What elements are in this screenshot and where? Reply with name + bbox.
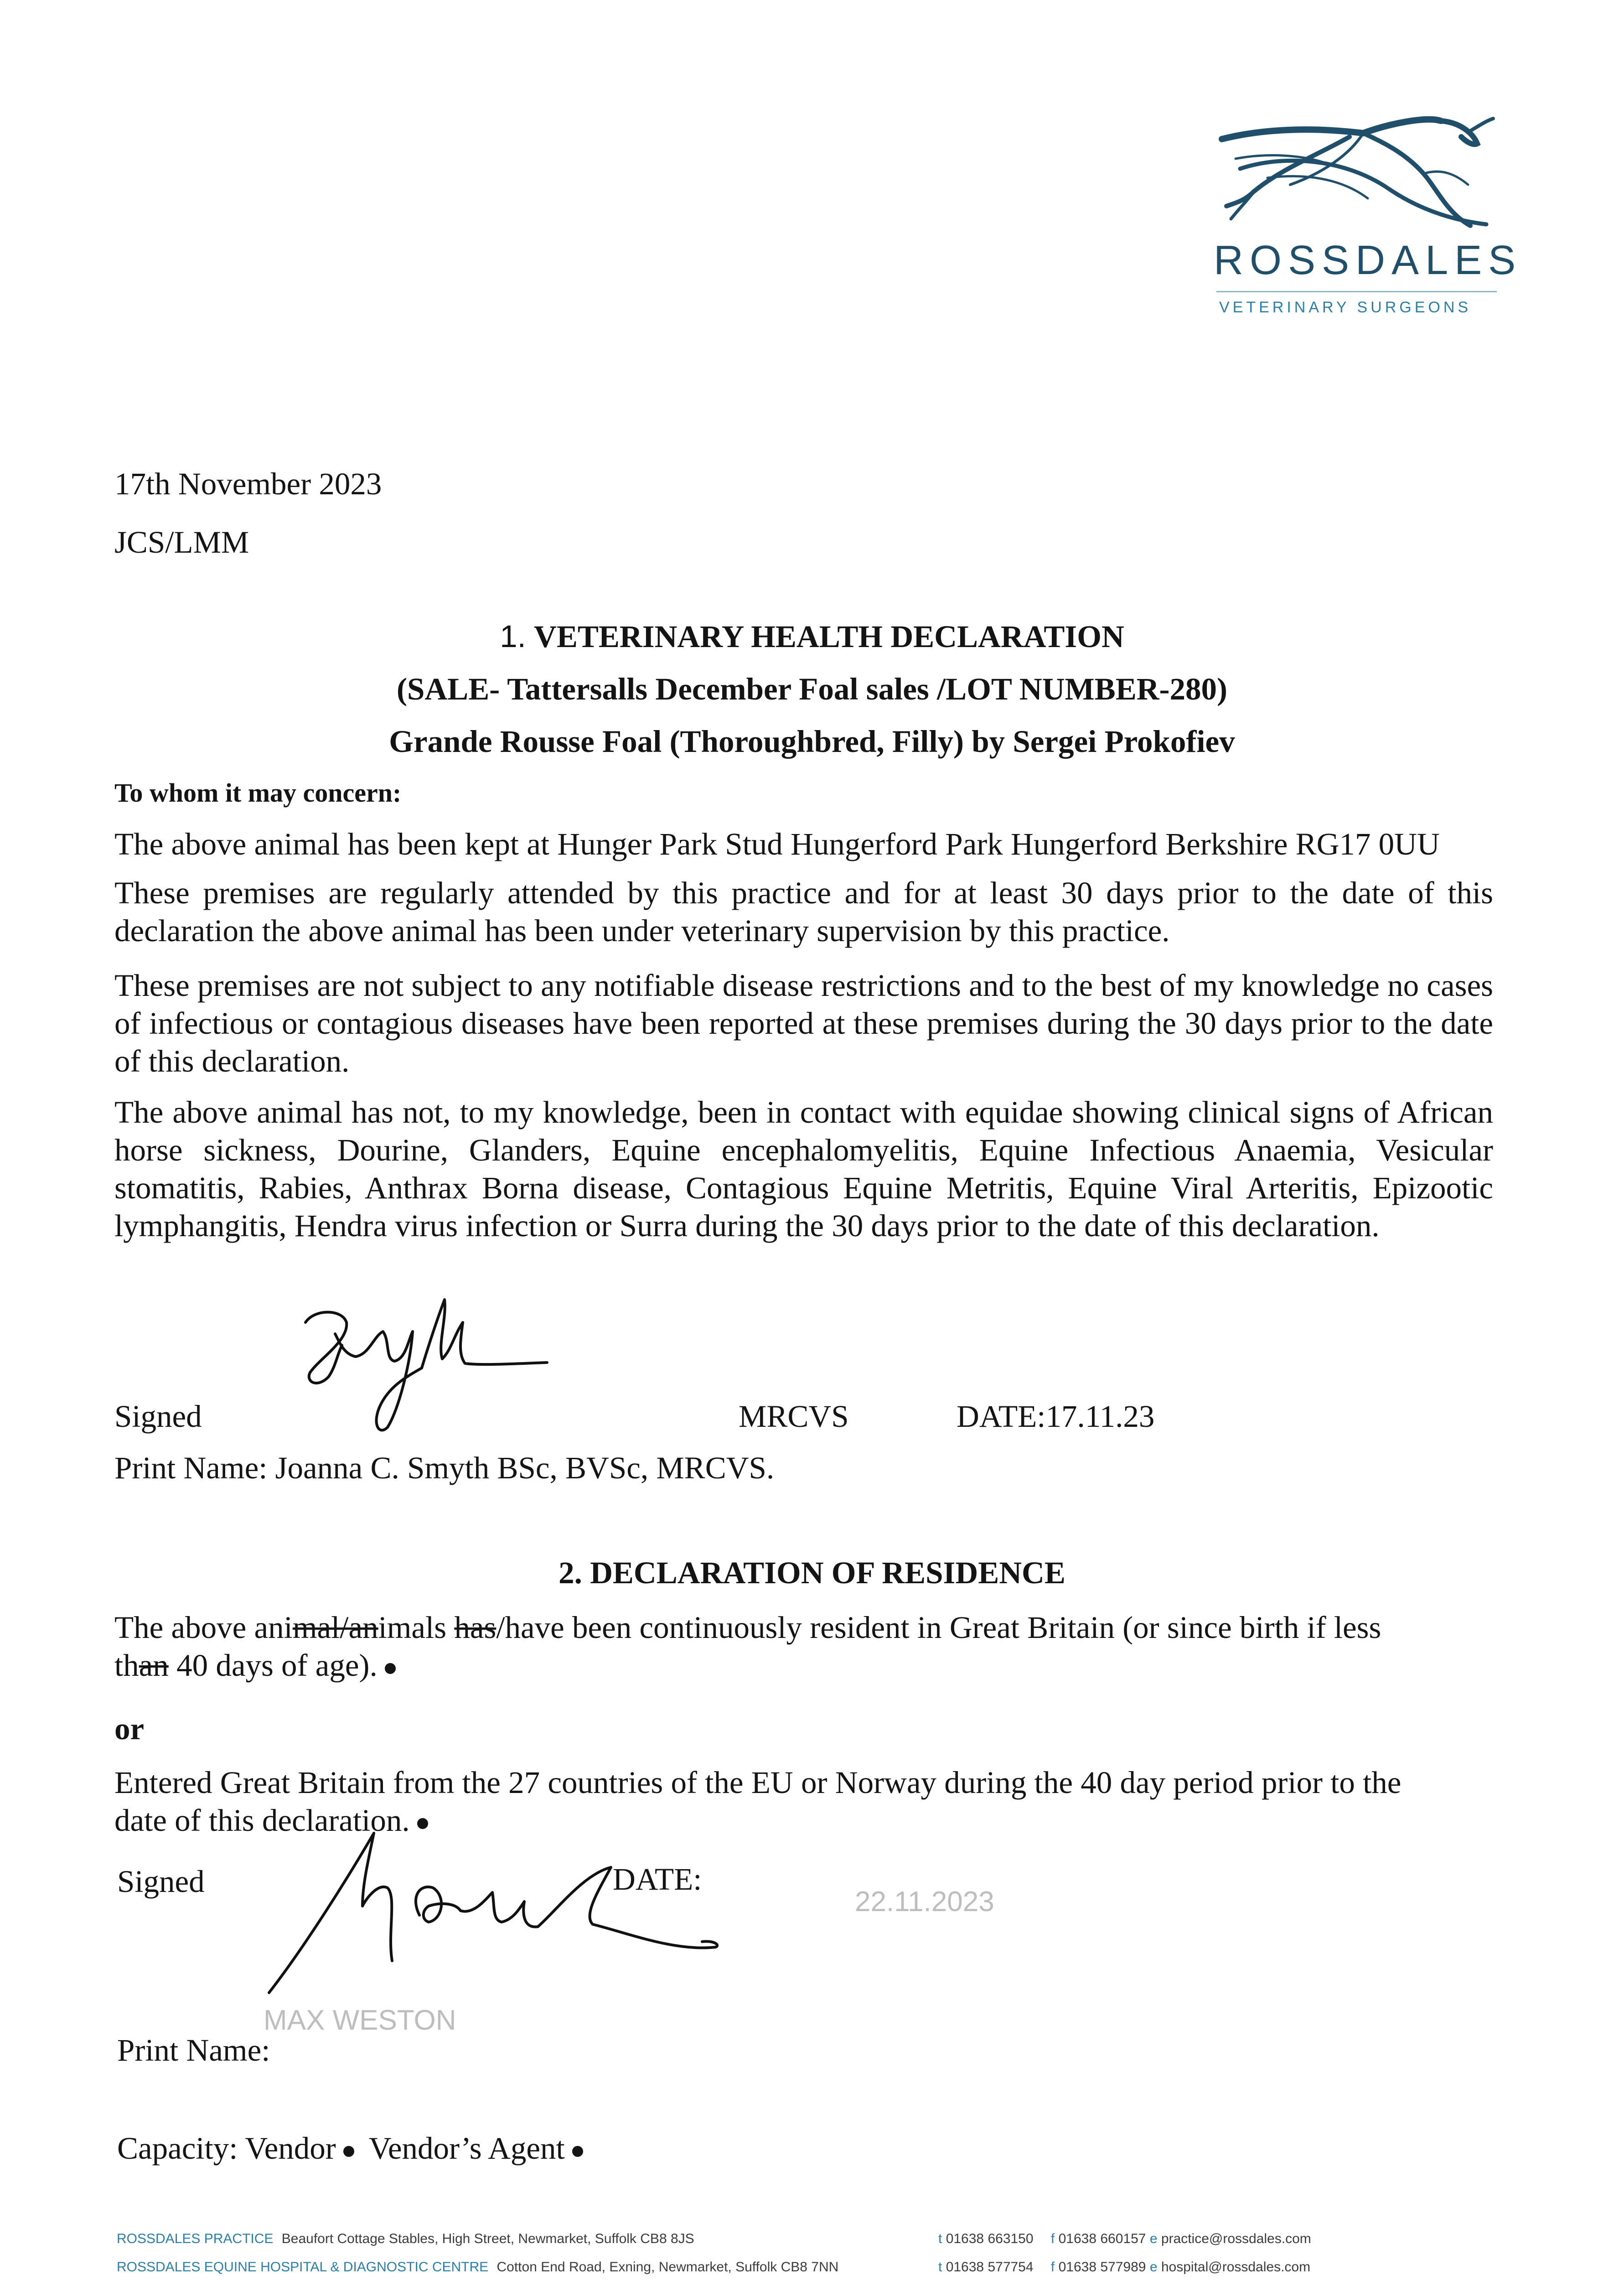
- section1-mrcvs-label: MRCVS: [739, 1399, 849, 1434]
- bullet-icon: [385, 1663, 396, 1674]
- footer-fax-prefix: f: [1050, 2259, 1055, 2275]
- section2-signed-label: Signed: [117, 1864, 205, 1899]
- paragraph-supervision: These premises are regularly attended by this practice and for at least 30 days prior to the date of this declaration the above animal has been under veterinary supervision by this practice.: [114, 876, 1493, 948]
- footer-tel: 01638 663150: [946, 2231, 1034, 2246]
- footer-address: Cotton End Road, Exning, Newmarket, Suffolk CB8 7NN: [497, 2259, 839, 2275]
- section2-date-value: 22.11.2023: [855, 1886, 994, 1917]
- section1-animal: Grande Rousse Foal (Thoroughbred, Filly) by Sergei Prokofiev: [389, 724, 1235, 759]
- section1-title: [0, 618, 1624, 656]
- section1-signed-label: Signed: [114, 1399, 202, 1434]
- salutation: To whom it may concern:: [114, 778, 402, 808]
- footer-fax: 01638 660157: [1058, 2231, 1146, 2246]
- section2-print-name-label: Print Name:: [117, 2033, 270, 2068]
- footer-email-prefix: e: [1149, 2231, 1158, 2246]
- footer-fax: 01638 577989: [1058, 2259, 1146, 2275]
- residence-struck-1: mal/an: [292, 1610, 378, 1645]
- capacity-line: [117, 2130, 590, 2167]
- footer-org: ROSSDALES PRACTICE: [117, 2231, 274, 2246]
- footer-email[interactable]: practice@rossdales.com: [1161, 2231, 1311, 2246]
- capacity-agent-label: Vendor’s Agent: [368, 2131, 565, 2166]
- letter-reference: JCS/LMM: [114, 525, 249, 560]
- eu-entry-text: Entered Great Britain from the 27 countries of the EU or Norway during the 40 day period prior to the date of this declaration.: [114, 1765, 1402, 1838]
- section2-date-label: DATE:: [613, 1862, 702, 1897]
- logo-divider: [1216, 291, 1497, 292]
- galloping-horse-logo-icon: [1213, 105, 1509, 246]
- footer-email-prefix: e: [1149, 2259, 1158, 2275]
- footer-contacts-practice: [938, 2231, 1311, 2247]
- bullet-icon: [572, 2146, 583, 2157]
- paragraph-premises: The above animal has been kept at Hunger Park Stud Hungerford Park Hungerford Berkshire RG17 0UU: [114, 827, 1440, 861]
- signature-vendor: [264, 1824, 734, 2006]
- logo-tagline: VETERINARY SURGEONS: [1219, 299, 1472, 316]
- section2-title: 2. DECLARATION OF RESIDENCE: [559, 1555, 1065, 1590]
- bullet-icon: [343, 2146, 354, 2157]
- residence-struck-3: an: [139, 1648, 169, 1683]
- section1-number: 1.: [500, 619, 526, 654]
- vendor-printed-name: MAX WESTON: [264, 2005, 456, 2036]
- residence-text-a: The above ani: [114, 1610, 293, 1645]
- footer-contacts-hospital: [938, 2259, 1310, 2275]
- signature-vet: [292, 1290, 556, 1436]
- residence-text-b: imals: [378, 1610, 455, 1645]
- footer-tel-prefix: t: [938, 2231, 942, 2246]
- footer-fax-prefix: f: [1050, 2231, 1055, 2246]
- paragraph-restrictions: These premises are not subject to any notifiable disease restrictions and to the best of my knowledge no cases of infectious or contagious diseases have been reported at these premises during the 30 days prior to the date of this declaration.: [114, 968, 1493, 1078]
- residence-text-d: 40 days of age).: [168, 1648, 378, 1683]
- footer-line-hospital: [117, 2259, 838, 2275]
- residence-paragraph: [114, 1609, 1418, 1684]
- section1-subtitle: (SALE- Tattersalls December Foal sales /LOT NUMBER-280): [396, 672, 1228, 706]
- capacity-vendor-label: Capacity: Vendor: [117, 2131, 336, 2166]
- residence-text-c: /have been continuously resident in Great Britain (or since birth if less th: [114, 1610, 1381, 1683]
- footer-tel: 01638 577754: [946, 2259, 1034, 2275]
- section1-heading: VETERINARY HEALTH DECLARATION: [534, 619, 1124, 654]
- residence-struck-2: has: [454, 1610, 497, 1645]
- or-label: or: [114, 1711, 145, 1746]
- letter-date: 17th November 2023: [114, 466, 382, 501]
- footer-address: Beaufort Cottage Stables, High Street, Newmarket, Suffolk CB8 8JS: [281, 2231, 694, 2246]
- paragraph-contact: The above animal has not, to my knowledge, been in contact with equidae showing clinical signs of African horse sickness, Dourine, Glanders, Equine encephalomyelitis, Equine Infectious Anaemia, Vesicular stomatitis, Rabies, Anthrax Borna disease, Contagious Equine Metritis, Equine Viral Arteritis, Epizootic lymphangitis, Hendra virus infection or Surra during the 30 days prior to the date of this declaration.: [114, 1095, 1493, 1243]
- logo-name: ROSSDALES: [1214, 238, 1522, 283]
- footer-tel-prefix: t: [938, 2259, 942, 2275]
- section1-date: DATE:17.11.23: [957, 1399, 1155, 1434]
- section1-print-name: Print Name: Joanna C. Smyth BSc, BVSc, MRCVS.: [114, 1451, 775, 1485]
- footer-org: ROSSDALES EQUINE HOSPITAL & DIAGNOSTIC CENTRE: [117, 2259, 489, 2275]
- footer-line-practice: [117, 2231, 694, 2247]
- footer-email[interactable]: hospital@rossdales.com: [1161, 2259, 1311, 2275]
